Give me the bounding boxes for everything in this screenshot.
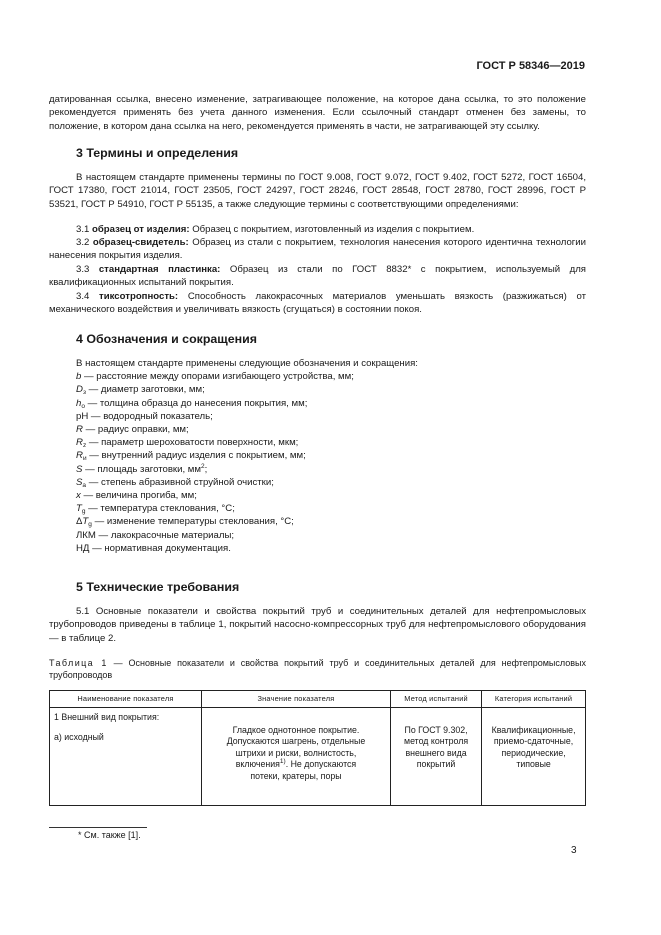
symbol: x bbox=[76, 490, 81, 502]
row-label: а) исходный bbox=[54, 732, 104, 743]
term-number: 3.3 bbox=[76, 264, 90, 275]
symbol-description: — величина прогиба, мм; bbox=[80, 490, 197, 502]
symbol-description: — водородный показатель; bbox=[88, 410, 213, 422]
term-name: тиксотропность: bbox=[99, 291, 179, 302]
list-item bbox=[76, 489, 586, 502]
symbol-subscript: и bbox=[82, 455, 87, 463]
symbols-intro: В настоящем стандарте применены следующие обозначения и сокращения: bbox=[76, 358, 418, 369]
section-3-title: 3 Термины и определения bbox=[76, 146, 239, 160]
footnote-ref: 1) bbox=[279, 758, 286, 766]
list-item bbox=[76, 542, 586, 555]
intro-paragraph: датированная ссылка, внесено изменение, затрагивающее положение, на которое дана ссылка, то это положение рекомендуется применять без учета данного изменения. Если ссылочный стандарт отменен без замены, то положение, в котором дана ссылка на него, рекомендуется применять в части, не затрагивающей эту ссылку. bbox=[49, 94, 586, 132]
symbol-description: — степень абразивной струйной очистки; bbox=[86, 476, 274, 488]
punctuation: ; bbox=[204, 463, 208, 475]
symbol: НД bbox=[76, 542, 90, 554]
list-item bbox=[76, 529, 586, 542]
symbol-subscript: z bbox=[82, 442, 87, 450]
term-definition: Образец с покрытием, изготовленный из изделия с покрытием. bbox=[192, 224, 475, 235]
symbol-description: — площадь заготовки, мм bbox=[82, 463, 202, 475]
section-3-intro: В настоящем стандарте применены термины по ГОСТ 9.008, ГОСТ 9.072, ГОСТ 9.402, ГОСТ 5272, ГОСТ 16504, ГОСТ 17380, ГОСТ 21014, ГОСТ 23505, ГОСТ 24297, ГОСТ 28246, ГОСТ 28548, ГОСТ 28780, ГОСТ 28996, ГОСТ Р 53521, ГОСТ Р 54910, ГОСТ Р 55135, а также следующие термины с соответствующими определениями: bbox=[49, 172, 586, 210]
section-4-title: 4 Обозначения и сокращения bbox=[76, 332, 257, 346]
symbol-description: — радиус оправки, мм; bbox=[82, 424, 189, 436]
term-3-2 bbox=[49, 236, 586, 263]
delta-sign: Δ bbox=[76, 516, 83, 528]
value-text: Гладкое однотонное покрытие. Допускаются шагрень, отдельные штрихи и риски, волнистость, включения bbox=[226, 725, 366, 770]
term-number: 3.4 bbox=[76, 291, 90, 302]
term-definition: Способность лакокрасочных материалов уменьшать вязкость (разжижаться) от механического воздействия и увеличивать вязкость (сгущаться) в состоянии покоя. bbox=[49, 291, 586, 316]
symbol-description: — внутренний радиус изделия с покрытием, мм; bbox=[86, 450, 306, 462]
list-item bbox=[76, 383, 586, 396]
list-item bbox=[76, 449, 586, 462]
page-number: 3 bbox=[571, 845, 577, 856]
term-3-3 bbox=[49, 263, 586, 290]
document-code: ГОСТ Р 58346—2019 bbox=[476, 60, 585, 72]
symbol-description: — нормативная документация. bbox=[89, 542, 231, 554]
section-5-title: 5 Технические требования bbox=[76, 580, 240, 594]
term-name: образец-свидетель: bbox=[92, 237, 189, 248]
column-header: Метод испытаний bbox=[391, 691, 482, 708]
table-cell-name bbox=[50, 708, 202, 806]
symbol: R bbox=[76, 450, 83, 462]
symbol: h bbox=[76, 397, 82, 409]
list-item bbox=[76, 397, 586, 410]
symbol: R bbox=[76, 437, 83, 449]
symbol: S bbox=[76, 476, 83, 488]
symbols-list bbox=[76, 357, 586, 555]
list-item bbox=[76, 423, 586, 436]
symbol-description: — изменение температуры стеклования, °С; bbox=[91, 516, 294, 528]
table-caption-label: Таблица 1 bbox=[49, 658, 108, 668]
table-caption-text: — Основные показатели и свойства покрытий труб и соединительных деталей для нефтепромысловых трубопроводов bbox=[49, 658, 586, 680]
list-item bbox=[76, 370, 586, 383]
term-name: образец от изделия: bbox=[92, 224, 190, 235]
symbol-description: — температура стеклования, °С; bbox=[85, 503, 235, 515]
symbol: b bbox=[76, 371, 82, 383]
term-3-1 bbox=[49, 223, 586, 236]
column-header: Значение показателя bbox=[201, 691, 390, 708]
list-item bbox=[76, 476, 586, 489]
table-row bbox=[50, 708, 586, 806]
list-item bbox=[76, 410, 586, 423]
symbol-subscript: g bbox=[81, 508, 86, 516]
symbol: T bbox=[82, 516, 89, 528]
list-item bbox=[76, 515, 586, 528]
term-3-4 bbox=[49, 290, 586, 317]
list-item bbox=[76, 463, 586, 476]
table-cell-category: Квалификационные, приемо-сдаточные, периодические, типовые bbox=[482, 708, 586, 806]
symbol: pH bbox=[76, 410, 89, 422]
column-header: Категория испытаний bbox=[482, 691, 586, 708]
term-definition: Образец из стали по ГОСТ 8832* с покрытием, используемый для квалификационных испытаний покрытия. bbox=[49, 264, 586, 289]
symbol: R bbox=[76, 424, 83, 436]
paragraph-5-1: 5.1 Основные показатели и свойства покрытий труб и соединительных деталей для нефтепромысловых трубопроводов приведены в таблице 1, покрытий насосно-компрессорных труб для нефтепромыслового оборудования — в таблице 2. bbox=[49, 606, 586, 644]
superscript: 2 bbox=[201, 462, 205, 470]
term-name: стандартная пластинка: bbox=[98, 264, 221, 275]
symbol-description: — расстояние между опорами изгибающего устройства, мм; bbox=[81, 371, 354, 383]
symbol: D bbox=[76, 384, 83, 396]
term-number: 3.2 bbox=[76, 237, 90, 248]
symbol-subscript: a bbox=[82, 481, 87, 489]
term-number: 3.1 bbox=[76, 224, 90, 235]
column-header: Наименование показателя bbox=[50, 691, 202, 708]
table-cell-value bbox=[201, 708, 390, 806]
symbol-description: — параметр шероховатости поверхности, мкм; bbox=[86, 437, 299, 449]
table-caption bbox=[49, 657, 586, 681]
term-definition: Образец из стали с покрытием, технология нанесения которого идентична технологии нанесения покрытия изделия. bbox=[49, 237, 587, 262]
list-item bbox=[76, 436, 586, 449]
row-group-label: 1 Внешний вид покрытия: bbox=[54, 712, 160, 722]
symbol-description: — диаметр заготовки, мм; bbox=[85, 384, 205, 396]
footnote-divider bbox=[49, 827, 147, 828]
symbol: T bbox=[76, 503, 82, 515]
symbol: ЛКМ bbox=[76, 529, 96, 541]
table-header-row bbox=[50, 691, 586, 708]
list-item bbox=[76, 502, 586, 515]
footnote: * См. также [1]. bbox=[78, 830, 141, 840]
symbol-description: — толщина образца до нанесения покрытия, мм; bbox=[84, 397, 308, 409]
symbol-subscript: g bbox=[88, 521, 92, 529]
value-text: . Не допускаются потеки, кратеры, поры bbox=[250, 759, 357, 781]
symbol-subscript: о bbox=[81, 402, 85, 410]
symbol: S bbox=[76, 463, 83, 475]
symbol-subscript: з bbox=[82, 389, 86, 397]
table-1 bbox=[49, 690, 586, 806]
table-cell-method: По ГОСТ 9.302, метод контроля внешнего вида покрытий bbox=[391, 708, 482, 806]
symbol-description: — лакокрасочные материалы; bbox=[95, 529, 235, 541]
